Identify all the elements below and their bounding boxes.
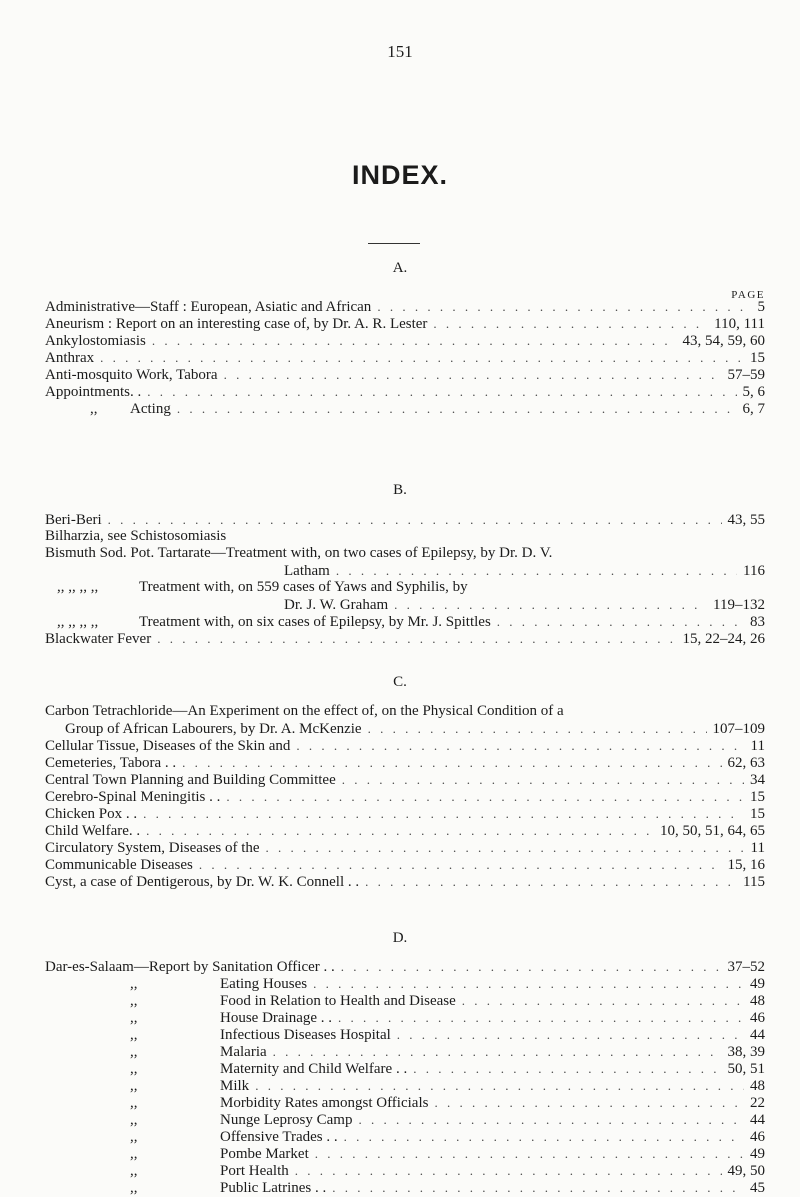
index-entry — [45, 528, 765, 545]
index-entry — [45, 579, 765, 596]
entry-pages: 15, 22–24, 26 — [682, 631, 765, 647]
entry-pages: 115 — [743, 874, 765, 890]
dot-leader — [147, 383, 736, 400]
entry-pages: 11 — [750, 840, 765, 856]
section-c-entries — [45, 703, 765, 890]
page-title: INDEX. — [351, 160, 449, 190]
dot-leader — [368, 720, 707, 737]
dot-leader — [313, 975, 744, 992]
ditto-mark: ,, — [130, 1129, 138, 1145]
dot-leader — [224, 366, 722, 383]
dot-leader — [157, 630, 676, 647]
dot-leader — [295, 1162, 722, 1179]
entry-text: Nunge Leprosy Camp — [220, 1112, 353, 1128]
entry-text: Latham — [284, 563, 330, 579]
entry-text: Eating Houses — [220, 976, 308, 992]
entry-text: Public Latrines . . — [220, 1180, 327, 1196]
entry-text: Central Town Planning and Building Committee — [45, 772, 336, 788]
index-entry — [45, 562, 765, 579]
index-entry — [45, 856, 765, 873]
entry-text: Bismuth Sod. Pot. Tartarate—Treatment with, on two cases of Epilepsy, by Dr. D. V. — [45, 545, 553, 561]
page-number: 151 — [387, 42, 413, 61]
index-entry — [45, 1094, 765, 1111]
index-entry — [45, 383, 765, 400]
entry-text: Bilharzia, see Schistosomiasis — [45, 528, 227, 544]
dot-leader — [266, 839, 745, 856]
index-entry — [45, 958, 765, 975]
entry-pages: 15 — [750, 789, 765, 805]
index-entry — [45, 298, 765, 315]
entry-text: Maternity and Child Welfare . . — [220, 1061, 408, 1077]
entry-text: Carbon Tetrachloride—An Experiment on the effect of, on the Physical Condition of a — [45, 703, 564, 719]
entry-pages: 49, 50 — [727, 1163, 765, 1179]
entry-pages: 37–52 — [727, 959, 765, 975]
ditto-mark: ,, — [130, 1061, 138, 1077]
dot-leader — [377, 298, 751, 315]
index-entry — [45, 720, 765, 737]
entry-pages: 62, 63 — [727, 755, 765, 771]
entry-pages: 48 — [750, 1078, 765, 1094]
entry-text: Treatment with, on 559 cases of Yaws and Syphilis, by — [139, 579, 468, 595]
index-entry — [45, 1179, 765, 1196]
dot-leader — [332, 1179, 744, 1196]
entry-pages: 50, 51 — [727, 1061, 765, 1077]
entry-text: Acting — [130, 401, 171, 417]
entry-pages: 49 — [750, 976, 765, 992]
dot-leader — [199, 856, 722, 873]
dot-leader — [397, 1026, 744, 1043]
entry-pages: 83 — [750, 614, 765, 630]
index-entry — [45, 839, 765, 856]
entry-pages: 119–132 — [713, 597, 765, 613]
entry-pages: 15, 16 — [727, 857, 765, 873]
index-entry — [45, 315, 765, 332]
section-letter-c: C. — [393, 674, 407, 690]
entry-text: Milk — [220, 1078, 250, 1094]
dot-leader — [177, 400, 737, 417]
entry-pages: 43, 55 — [727, 512, 765, 528]
index-entry — [45, 754, 765, 771]
index-entry — [45, 805, 765, 822]
index-entry — [45, 349, 765, 366]
index-entry — [45, 1145, 765, 1162]
section-letter-d: D. — [392, 930, 408, 946]
entry-text: Blackwater Fever — [45, 631, 152, 647]
index-entry — [45, 975, 765, 992]
index-entry — [45, 1060, 765, 1077]
index-entry — [45, 1111, 765, 1128]
index-entry — [45, 1026, 765, 1043]
dot-leader — [497, 613, 744, 630]
entry-text: Food in Relation to Health and Disease — [220, 993, 456, 1009]
dot-leader — [315, 1145, 744, 1162]
section-d-entries — [45, 958, 765, 1196]
dot-leader — [226, 788, 744, 805]
entry-pages: 110, 111 — [714, 316, 765, 332]
entry-pages: 49 — [750, 1146, 765, 1162]
index-entry — [45, 400, 765, 417]
index-entry — [45, 822, 765, 839]
ditto-mark: ,, — [90, 401, 98, 417]
ditto-mark: ,, — [130, 1078, 138, 1094]
dot-leader — [336, 562, 737, 579]
dot-leader — [462, 992, 744, 1009]
dot-leader — [296, 737, 744, 754]
entry-pages: 5, 6 — [742, 384, 765, 400]
entry-pages: 15 — [750, 350, 765, 366]
ditto-mark: ,, — [130, 976, 138, 992]
entry-text: Communicable Diseases — [45, 857, 193, 873]
dot-leader — [342, 771, 744, 788]
entry-pages: 44 — [750, 1112, 765, 1128]
dot-leader — [146, 822, 654, 839]
entry-pages: 57–59 — [727, 367, 765, 383]
dot-leader — [434, 1094, 744, 1111]
entry-pages: 46 — [750, 1129, 765, 1145]
index-entry — [45, 545, 765, 562]
entry-text: Treatment with, on six cases of Epilepsy, by Mr. J. Spittles — [139, 614, 491, 630]
ditto-mark: ,, — [130, 1044, 138, 1060]
entry-text: Offensive Trades . . — [220, 1129, 338, 1145]
entry-text: Morbidity Rates amongst Officials — [220, 1095, 429, 1111]
entry-text: Child Welfare. . — [45, 823, 141, 839]
entry-pages: 46 — [750, 1010, 765, 1026]
entry-text: Dr. J. W. Graham — [284, 597, 389, 613]
entry-text: Ankylostomiasis — [45, 333, 146, 349]
dot-leader — [341, 958, 722, 975]
dot-leader — [100, 349, 744, 366]
dot-leader — [344, 1128, 744, 1145]
index-entry — [45, 788, 765, 805]
index-entry — [45, 1043, 765, 1060]
entry-pages: 38, 39 — [727, 1044, 765, 1060]
entry-pages: 5 — [757, 299, 765, 315]
entry-text: Cerebro-Spinal Meningitis . . — [45, 789, 221, 805]
index-entry — [45, 737, 765, 754]
dot-leader — [365, 873, 737, 890]
entry-text: House Drainage . . — [220, 1010, 333, 1026]
dot-leader — [152, 332, 677, 349]
dot-leader — [338, 1009, 744, 1026]
entry-text: Cyst, a case of Dentigerous, by Dr. W. K. Connell . . — [45, 874, 360, 890]
entry-pages: 6, 7 — [742, 401, 765, 417]
index-entry — [45, 1077, 765, 1094]
entry-pages: 48 — [750, 993, 765, 1009]
dot-leader — [143, 805, 744, 822]
page-column-header: PAGE — [731, 289, 765, 301]
ditto-mark: ,, — [130, 1027, 138, 1043]
index-entry — [45, 332, 765, 349]
ditto-mark: ,, — [130, 1146, 138, 1162]
section-letter-a: A. — [392, 260, 408, 276]
ditto-mark: ,, — [130, 1112, 138, 1128]
entry-text: Appointments. . — [45, 384, 142, 400]
entry-text: Cellular Tissue, Diseases of the Skin and — [45, 738, 291, 754]
ditto-mark: ,, — [130, 1163, 138, 1179]
entry-text: Chicken Pox . . — [45, 806, 138, 822]
dot-leader — [182, 754, 721, 771]
entry-pages: 44 — [750, 1027, 765, 1043]
entry-pages: 107–109 — [712, 721, 765, 737]
ditto-mark: ,, — [130, 1180, 138, 1196]
index-entry — [45, 771, 765, 788]
index-entry — [45, 992, 765, 1009]
entry-text: Dar-es-Salaam—Report by Sanitation Officer . . — [45, 959, 335, 975]
index-entry — [45, 596, 765, 613]
entry-text: Circulatory System, Diseases of the — [45, 840, 260, 856]
entry-text: Group of African Labourers, by Dr. A. McKenzie — [65, 721, 362, 737]
entry-text: Anti-mosquito Work, Tabora — [45, 367, 218, 383]
dot-leader — [108, 511, 722, 528]
entry-text: Administrative—Staff : European, Asiatic and African — [45, 299, 372, 315]
index-entry — [45, 613, 765, 630]
index-entry — [45, 1128, 765, 1145]
ditto-mark: ,, — [130, 993, 138, 1009]
entry-text: Anthrax — [45, 350, 95, 366]
entry-text: Beri-Beri — [45, 512, 102, 528]
dot-leader — [358, 1111, 744, 1128]
dot-leader — [394, 596, 707, 613]
entry-pages: 45 — [750, 1180, 765, 1196]
section-b-entries — [45, 511, 765, 647]
entry-pages: 11 — [750, 738, 765, 754]
dot-leader — [273, 1043, 722, 1060]
index-entry — [45, 1009, 765, 1026]
entry-text: Cemeteries, Tabora . . — [45, 755, 177, 771]
entry-text: Infectious Diseases Hospital — [220, 1027, 391, 1043]
entry-pages: 22 — [750, 1095, 765, 1111]
dot-leader — [433, 315, 708, 332]
entry-pages: 116 — [743, 563, 765, 579]
entry-text: Pombe Market — [220, 1146, 309, 1162]
entry-pages: 43, 54, 59, 60 — [682, 333, 765, 349]
entry-text: Aneurism : Report on an interesting case of, by Dr. A. R. Lester — [45, 316, 428, 332]
section-letter-b: B. — [393, 482, 407, 498]
entry-text: Port Health — [220, 1163, 289, 1179]
title-divider — [368, 243, 420, 244]
index-entry — [45, 511, 765, 528]
index-entry — [45, 630, 765, 647]
index-entry — [45, 366, 765, 383]
entry-pages: 15 — [750, 806, 765, 822]
dot-leader — [413, 1060, 721, 1077]
entry-pages: 10, 50, 51, 64, 65 — [660, 823, 765, 839]
ditto-mark: ,, ,, ,, ,, — [57, 614, 99, 630]
section-a-entries — [45, 298, 765, 417]
index-entry — [45, 1162, 765, 1179]
dot-leader — [255, 1077, 744, 1094]
entry-text: Malaria — [220, 1044, 267, 1060]
ditto-mark: ,, — [130, 1095, 138, 1111]
index-entry — [45, 703, 765, 720]
entry-pages: 34 — [750, 772, 765, 788]
ditto-mark: ,, — [130, 1010, 138, 1026]
ditto-mark: ,, ,, ,, ,, — [57, 579, 99, 595]
index-entry — [45, 873, 765, 890]
